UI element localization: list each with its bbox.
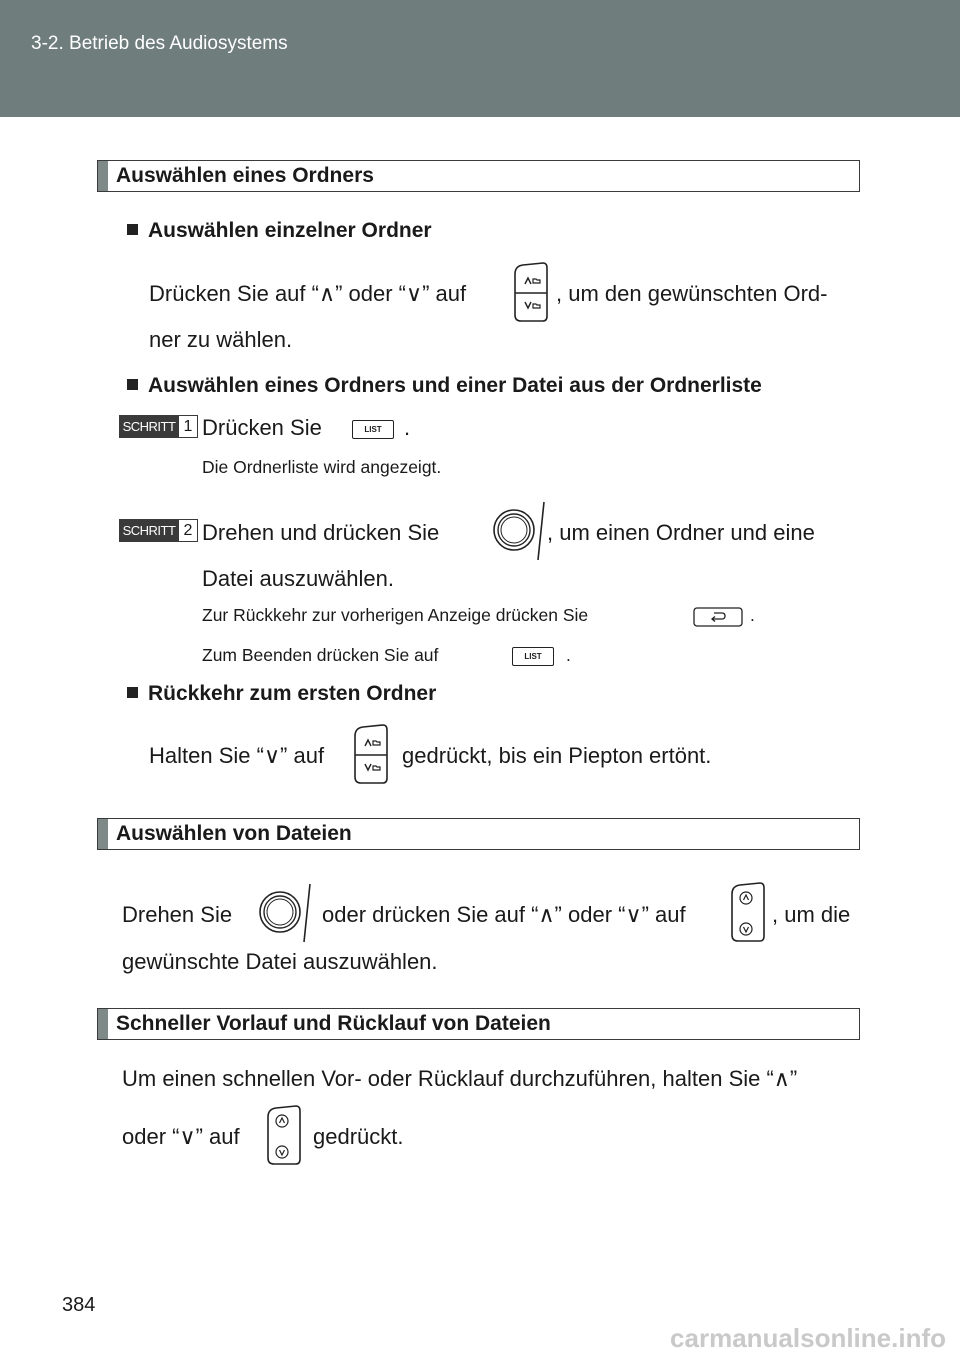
- text-line: gewünschte Datei auszuwählen.: [122, 949, 438, 974]
- page-number: 384: [62, 1294, 96, 1316]
- text-line: ner zu wählen.: [149, 327, 293, 352]
- seek-up-down-switch-icon: [726, 882, 766, 942]
- note-text: .: [566, 645, 571, 665]
- section-bar: [98, 819, 108, 849]
- tune-select-knob-icon: [256, 882, 316, 944]
- note-text: Zur Rückkehr zur vorherigen Anzeige drücken Sie: [202, 605, 589, 625]
- text-line: , um die: [772, 902, 851, 927]
- bullet-heading-single-folder: Auswählen einzelner Ordner: [127, 219, 432, 243]
- section-heading-folder-select: [97, 160, 860, 192]
- text-line: Drücken Sie auf “∧” oder “∨” auf: [149, 281, 467, 306]
- header-section-title: 3-2. Betrieb des Audiosystems: [31, 33, 288, 54]
- text-line: oder “∨” auf: [122, 1124, 240, 1149]
- bullet-heading-folder-list: Auswählen eines Ordners und einer Datei aus der Ordnerliste: [127, 374, 762, 398]
- watermark: carmanualsonline.info: [670, 1323, 946, 1353]
- text-line: gedrückt, bis ein Piepton ertönt.: [402, 743, 712, 768]
- folder-up-down-switch-icon: [509, 262, 549, 322]
- text-line: .: [404, 415, 411, 440]
- text-line: Drehen und drücken Sie: [202, 520, 440, 545]
- text-line: Datei auszuwählen.: [202, 566, 395, 591]
- note-text: .: [750, 605, 755, 625]
- text-line: Drehen Sie: [122, 902, 233, 927]
- text-line: , um einen Ordner und eine: [547, 520, 815, 545]
- seek-up-down-switch-icon: [262, 1105, 302, 1165]
- step-badge-2: SCHRITT 2: [119, 519, 197, 542]
- section-bar: [98, 161, 108, 191]
- section-bar: [98, 1009, 108, 1039]
- text-line: , um den gewünschten Ord-: [556, 281, 828, 306]
- tune-select-knob-icon: [490, 500, 550, 562]
- page-header: [0, 0, 960, 117]
- section-title: Schneller Vorlauf und Rücklauf von Dateien: [116, 1012, 551, 1035]
- note-text: Die Ordnerliste wird angezeigt.: [202, 457, 442, 477]
- text-line: Halten Sie “∨” auf: [149, 743, 325, 768]
- step-badge-1: SCHRITT 1: [119, 415, 197, 438]
- list-button-icon: LIST: [512, 647, 554, 666]
- section-heading-file-select: [97, 818, 860, 850]
- text-line: gedrückt.: [313, 1124, 404, 1149]
- section-title: Auswählen von Dateien: [116, 822, 352, 845]
- list-button-icon: LIST: [352, 420, 394, 439]
- bullet-square-icon: [127, 379, 138, 390]
- back-arrow-icon: [693, 607, 743, 627]
- text-line: oder drücken Sie auf “∧” oder “∨” auf: [322, 902, 686, 927]
- bullet-heading-first-folder: Rückkehr zum ersten Ordner: [127, 682, 436, 706]
- folder-up-down-switch-icon: [349, 724, 389, 784]
- bullet-square-icon: [127, 224, 138, 235]
- section-heading-fast-forward: [97, 1008, 860, 1040]
- text-line: Um einen schnellen Vor- oder Rücklauf durchzuführen, halten Sie “∧”: [122, 1066, 798, 1091]
- text-line: Drücken Sie: [202, 415, 322, 440]
- bullet-square-icon: [127, 687, 138, 698]
- note-text: Zum Beenden drücken Sie auf: [202, 645, 439, 665]
- section-title: Auswählen eines Ordners: [116, 164, 374, 187]
